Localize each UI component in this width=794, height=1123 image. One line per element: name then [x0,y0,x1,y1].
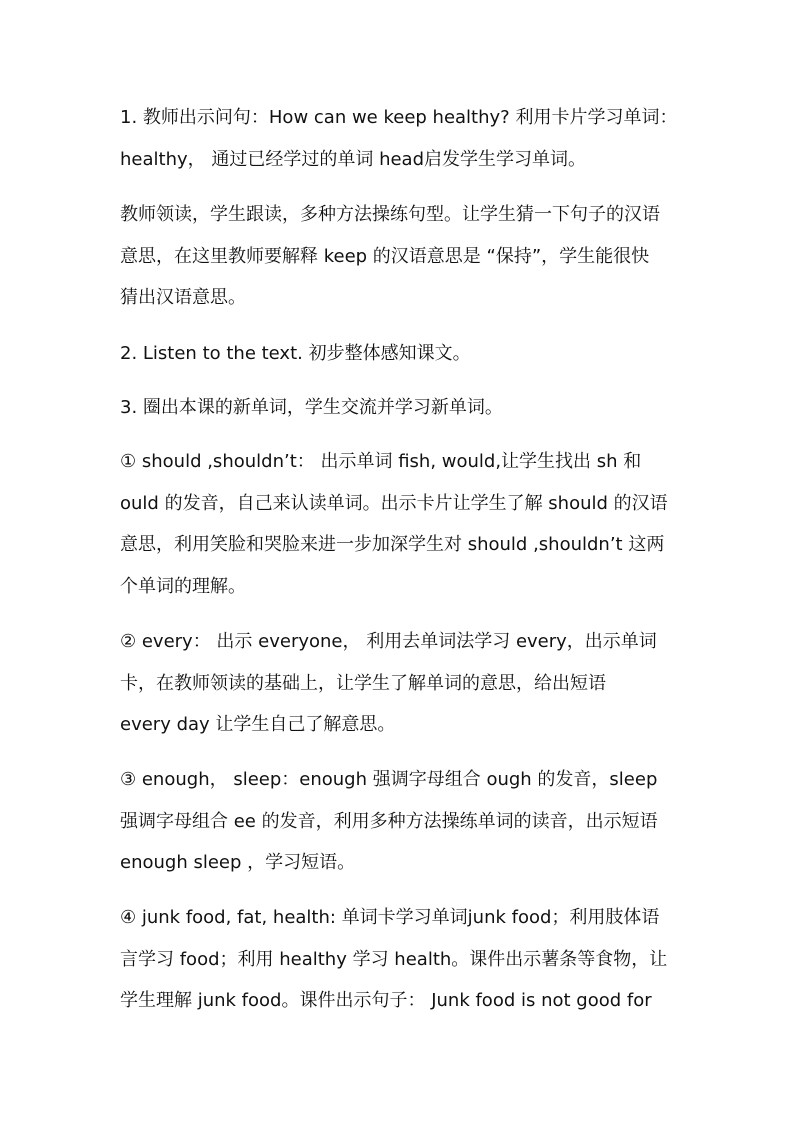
text-line: 个单词的理解。 [120,575,246,597]
paragraph-5 [120,441,692,607]
text-line: 意思，在这里教师要解释 keep 的汉语意思是 “保持”，学生能很快 [120,245,650,267]
text-line: 2. Listen to the text. 初步整体感知课文。 [120,343,471,364]
text-line: enough sleep ，学习短语。 [120,852,356,873]
text-line: 教师领读，学生跟读，多种方法操练句型。让学生猜一下句子的汉语 [120,204,660,225]
text-line: every day 让学生自己了解意思。 [120,714,396,735]
text-line: ③ enough， sleep：enough 强调字母组合 ough 的发音，sleep [120,769,658,790]
paragraph-6 [120,621,692,746]
paragraph-7 [120,759,692,884]
text-line: healthy， 通过已经学过的单词 head启发学生学习单词。 [120,148,587,170]
text-line: 3. 圈出本课的新单词，学生交流并学习新单词。 [120,397,503,418]
paragraph-3 [120,333,692,375]
text-line: ② every： 出示 everyone， 利用去单词法学习 every，出示单词 [120,631,657,652]
text-line: 学生理解 junk food。课件出示句子： Junk food is not good for [120,990,652,1011]
text-line: 卡，在教师领读的基础上，让学生了解单词的意思，给出短语 [120,672,606,694]
text-line: ④ junk food, fat, health: 单词卡学习单词junk food；利用肢体语 [120,907,660,928]
text-line: 猜出汉语意思。 [120,287,246,308]
paragraph-8 [120,897,692,1022]
text-line: 强调字母组合 ee 的发音，利用多种方法操练单词的读音，出示短语 [120,810,658,832]
text-line: 意思，利用笑脸和哭脸来进一步加深学生对 should ,shouldn’t 这两 [120,534,665,555]
text-line: 言学习 food；利用 healthy 学习 health。课件出示薯条等食物，让 [120,948,668,970]
text-line: 1. 教师出示问句：How can we keep healthy? 利用卡片学习单词： [120,107,678,128]
text-line: ① should ,shouldn’t： 出示单词 fish, would,让学生找出 sh 和 [120,451,642,472]
paragraph-1 [120,97,692,180]
text-line: ould 的发音，自己来认读单词。出示卡片让学生了解 should 的汉语 [120,492,668,514]
paragraph-4 [120,387,692,429]
paragraph-2 [120,194,692,319]
